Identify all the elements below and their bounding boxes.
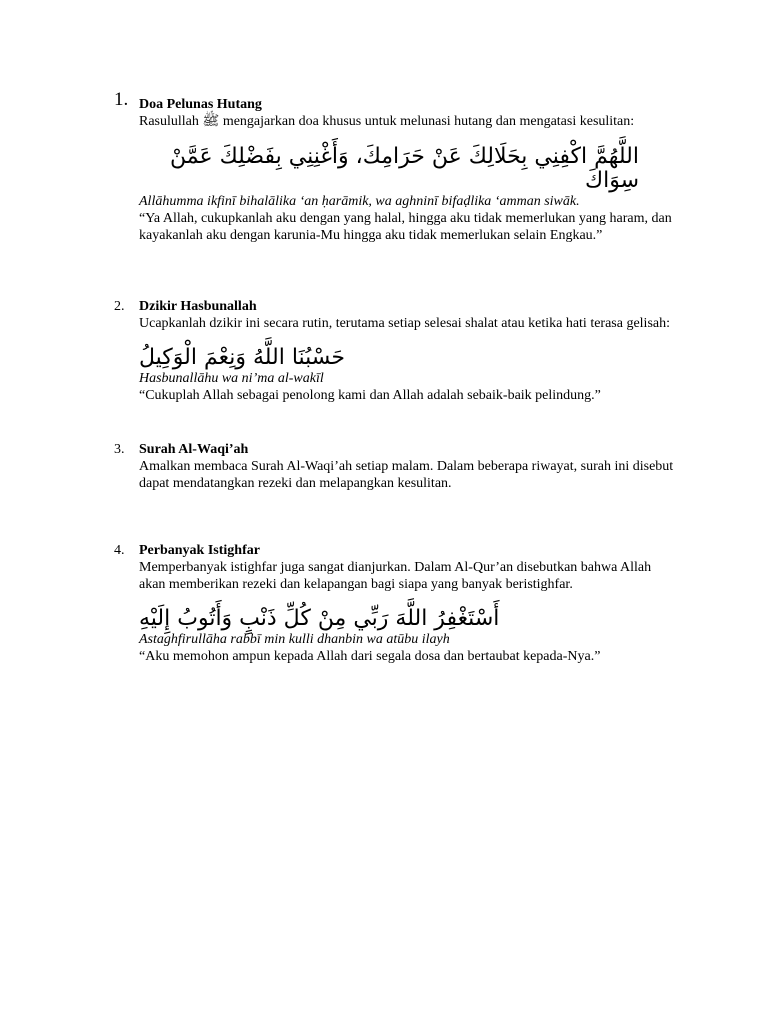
transliteration: Allāhumma ikfinī bihalālika ‘an ḥarāmik, wa aghninī bifaḍlika ‘amman siwāk. bbox=[139, 194, 580, 209]
list-number: 2. bbox=[114, 299, 125, 314]
item-intro: Ucapkanlah dzikir ini secara rutin, terutama setiap selesai shalat atau ketika hati terasa gelisah: bbox=[139, 316, 671, 331]
translation: “Ya Allah, cukupkanlah aku dengan yang halal, hingga aku tidak memerlukan yang haram, dan kayakanlah aku dengan karunia-Mu hingga aku tidak memerlukan selain Engkau.” bbox=[139, 211, 672, 243]
list-number: 3. bbox=[114, 442, 125, 457]
list-item-perbanyak-istighfar bbox=[114, 542, 684, 665]
list-item-dzikir-hasbunallah bbox=[114, 298, 684, 404]
arabic-text: اللَّهُمَّ اكْفِنِي بِحَلَالِكَ عَنْ حَرَامِكَ، وَأَغْنِنِي بِفَضْلِكَ عَمَّنْ سِوَاكَ bbox=[170, 144, 639, 193]
transliteration: Hasbunallāhu wa ni’ma al-wakīl bbox=[139, 371, 324, 386]
item-title: Doa Pelunas Hutang bbox=[139, 97, 262, 112]
transliteration: Astaghfirullāha rabbī min kulli dhanbin wa atūbu ilayh bbox=[139, 632, 450, 647]
list-item-surah-al-waqiah bbox=[114, 441, 684, 492]
item-intro: Memperbanyak istighfar juga sangat dianjurkan. Dalam Al-Qur’an disebutkan bahwa Allah akan memberikan rezeki dan kelapangan bagi siapa yang banyak beristighfar. bbox=[139, 560, 652, 592]
list-number: 4. bbox=[114, 543, 125, 558]
item-intro: Amalkan membaca Surah Al-Waqi’ah setiap malam. Dalam beberapa riwayat, surah ini disebut dapat mendatangkan rezeki dan melapangkan kesulitan. bbox=[139, 459, 674, 491]
arabic-text: أَسْتَغْفِرُ اللَّهَ رَبِّي مِنْ كُلِّ ذَنْبٍ وَأَتُوبُ إِلَيْهِ bbox=[139, 606, 500, 631]
arabic-text: حَسْبُنَا اللَّهُ وَنِعْمَ الْوَكِيلُ bbox=[139, 345, 346, 370]
list-item-doa-pelunas-hutang bbox=[114, 89, 684, 244]
translation: “Aku memohon ampun kepada Allah dari segala dosa dan bertaubat kepada-Nya.” bbox=[139, 649, 601, 664]
item-title: Perbanyak Istighfar bbox=[139, 543, 260, 558]
item-title: Surah Al-Waqi’ah bbox=[139, 442, 249, 457]
item-title: Dzikir Hasbunallah bbox=[139, 299, 257, 314]
translation: “Cukuplah Allah sebagai penolong kami dan Allah adalah sebaik-baik pelindung.” bbox=[139, 388, 601, 403]
list-number: 1. bbox=[114, 89, 129, 110]
item-intro: Rasulullah ﷺ mengajarkan doa khusus untuk melunasi hutang dan mengatasi kesulitan: bbox=[139, 114, 635, 129]
